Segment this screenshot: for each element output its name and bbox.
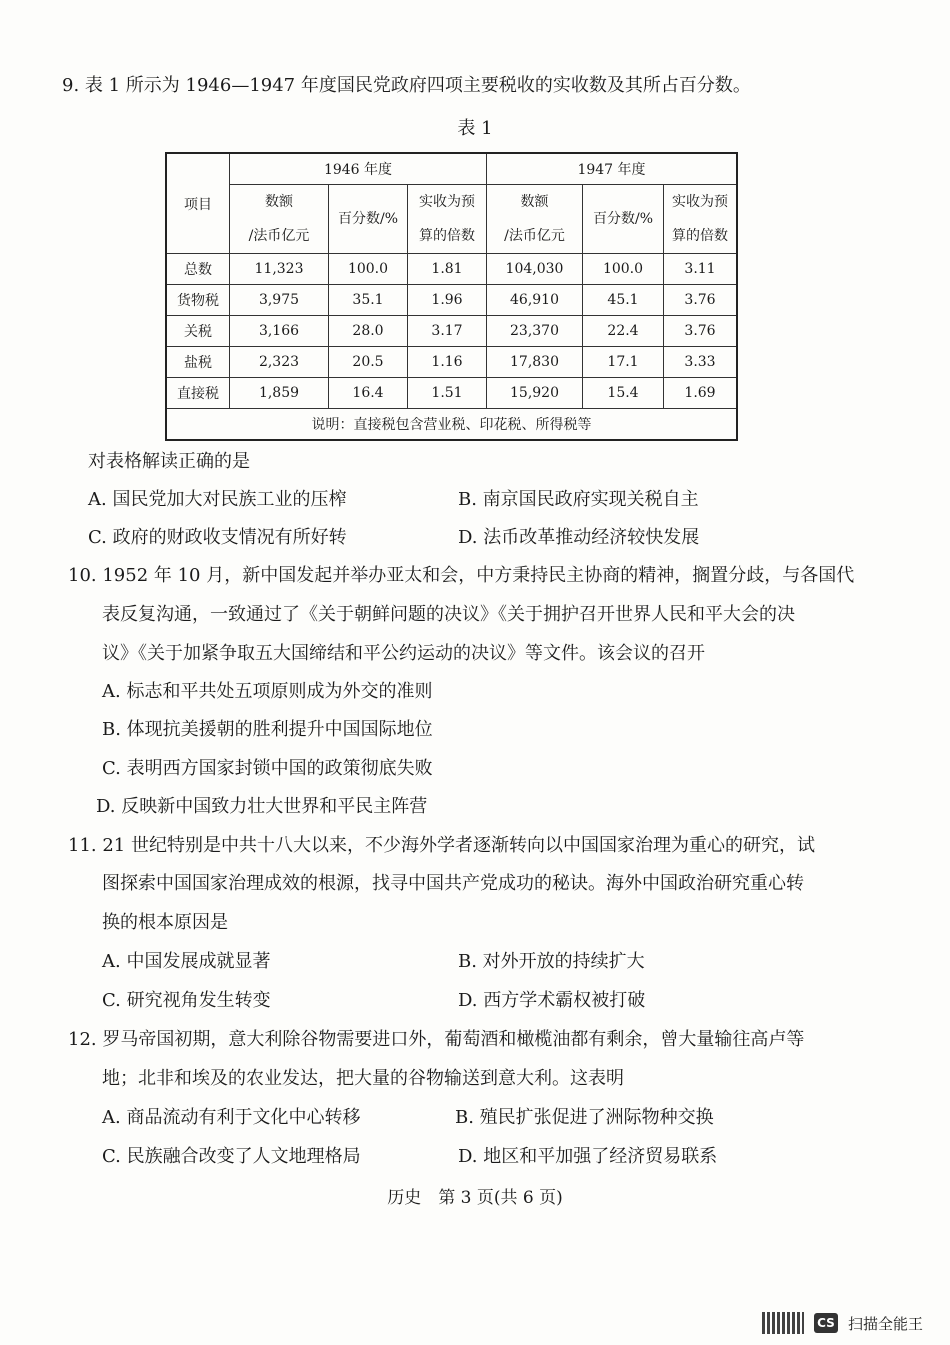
- question-11-line-1: 11. 21 世纪特别是中共十八大以来，不少海外学者逐渐转向以中国国家治理为重心的研究，试: [68, 835, 815, 856]
- row-item: 直接税: [166, 378, 230, 409]
- cell: 17.1: [583, 347, 664, 378]
- cell: 16.4: [329, 378, 408, 409]
- table-row: [166, 378, 737, 409]
- cell: 15.4: [583, 378, 664, 409]
- scanner-label: 扫描全能王: [848, 1314, 924, 1333]
- ratio-header-1946: 实收为预 算的倍数: [408, 185, 487, 254]
- cell: 3.76: [664, 316, 738, 347]
- cell: 104,030: [487, 254, 583, 285]
- ratio-header-1947: 实收为预 算的倍数: [664, 185, 738, 254]
- table-caption: 表 1: [457, 118, 493, 139]
- cell: 1.51: [408, 378, 487, 409]
- camscanner-logo-icon: CS: [814, 1313, 838, 1333]
- cell: 23,370: [487, 316, 583, 347]
- cell: 3.17: [408, 316, 487, 347]
- q11-option-a[interactable]: A. 中国发展成就显著: [102, 951, 271, 972]
- cell: 28.0: [329, 316, 408, 347]
- scanner-watermark: [762, 1312, 923, 1334]
- q11-option-c[interactable]: C. 研究视角发生转变: [102, 990, 271, 1011]
- cell: 1.16: [408, 347, 487, 378]
- q11-option-d[interactable]: D. 西方学术霸权被打破: [458, 990, 646, 1011]
- q10-option-b[interactable]: B. 体现抗美援朝的胜利提升中国国际地位: [102, 719, 433, 740]
- question-9-stem: 9. 表 1 所示为 1946—1947 年度国民党政府四项主要税收的实收数及其所占百分数。: [62, 75, 751, 96]
- q10-option-d[interactable]: D. 反映新中国致力壮大世界和平民主阵营: [96, 796, 428, 817]
- qr-code-icon: [762, 1312, 804, 1334]
- cell: 1.81: [408, 254, 487, 285]
- cell: 1.96: [408, 285, 487, 316]
- col-item-header: 项目: [166, 153, 230, 254]
- question-10-line-1: 10. 1952 年 10 月，新中国发起并举办亚太和会，中方秉持民主协商的精神，搁置分歧，与各国代: [68, 565, 855, 586]
- cell: 3.11: [664, 254, 738, 285]
- cell: 22.4: [583, 316, 664, 347]
- q12-option-b[interactable]: B. 殖民扩张促进了洲际物种交换: [455, 1107, 714, 1128]
- page-footer: 历史 第 3 页(共 6 页): [387, 1188, 563, 1208]
- q12-option-d[interactable]: D. 地区和平加强了经济贸易联系: [458, 1146, 718, 1167]
- cell: 46,910: [487, 285, 583, 316]
- cell: 2,323: [230, 347, 329, 378]
- cell: 17,830: [487, 347, 583, 378]
- q12-option-c[interactable]: C. 民族融合改变了人文地理格局: [102, 1146, 361, 1167]
- cell: 3,975: [230, 285, 329, 316]
- question-12-line-1: 12. 罗马帝国初期，意大利除谷物需要进口外，葡萄酒和橄榄油都有剩余，曾大量输往高卢等: [68, 1029, 805, 1050]
- question-9-prompt: 对表格解读正确的是: [88, 451, 250, 472]
- cell: 3.33: [664, 347, 738, 378]
- q9-option-b[interactable]: B. 南京国民政府实现关税自主: [458, 489, 699, 510]
- q9-option-a[interactable]: A. 国民党加大对民族工业的压榨: [88, 489, 347, 510]
- cell: 15,920: [487, 378, 583, 409]
- cell: 1,859: [230, 378, 329, 409]
- cell: 45.1: [583, 285, 664, 316]
- amount-header-1946: 数额 /法币亿元: [230, 185, 329, 254]
- q12-option-a[interactable]: A. 商品流动有利于文化中心转移: [102, 1107, 361, 1128]
- amount-header-1947: 数额 /法币亿元: [487, 185, 583, 254]
- tax-table: [165, 152, 738, 441]
- q10-option-c[interactable]: C. 表明西方国家封锁中国的政策彻底失败: [102, 758, 433, 779]
- table-row: [166, 347, 737, 378]
- q10-option-a[interactable]: A. 标志和平共处五项原则成为外交的准则: [102, 681, 433, 702]
- question-12-line-2: 地；北非和埃及的农业发达，把大量的谷物输送到意大利。这表明: [102, 1068, 624, 1089]
- row-item: 盐税: [166, 347, 230, 378]
- q9-option-c[interactable]: C. 政府的财政收支情况有所好转: [88, 527, 347, 548]
- year-1946-header: 1946 年度: [230, 153, 487, 185]
- year-1947-header: 1947 年度: [487, 153, 738, 185]
- table-note: 说明：直接税包含营业税、印花税、所得税等: [166, 409, 737, 441]
- q9-option-d[interactable]: D. 法币改革推动经济较快发展: [458, 527, 700, 548]
- q11-option-b[interactable]: B. 对外开放的持续扩大: [458, 951, 645, 972]
- cell: 3.76: [664, 285, 738, 316]
- question-10-line-2: 表反复沟通，一致通过了《关于朝鲜问题的决议》《关于拥护召开世界人民和平大会的决: [102, 604, 795, 625]
- question-11-line-2: 图探索中国国家治理成效的根源，找寻中国共产党成功的秘诀。海外中国政治研究重心转: [102, 873, 804, 894]
- row-item: 货物税: [166, 285, 230, 316]
- cell: 100.0: [583, 254, 664, 285]
- cell: 3,166: [230, 316, 329, 347]
- table-row: [166, 254, 737, 285]
- cell: 11,323: [230, 254, 329, 285]
- question-10-line-3: 议》《关于加紧争取五大国缔结和平公约运动的决议》等文件。该会议的召开: [102, 643, 705, 664]
- percent-header-1947: 百分数/%: [583, 185, 664, 254]
- cell: 20.5: [329, 347, 408, 378]
- cell: 100.0: [329, 254, 408, 285]
- percent-header-1946: 百分数/%: [329, 185, 408, 254]
- cell: 35.1: [329, 285, 408, 316]
- question-11-line-3: 换的根本原因是: [102, 912, 228, 933]
- table-row: [166, 316, 737, 347]
- row-item: 关税: [166, 316, 230, 347]
- table-row: [166, 285, 737, 316]
- cell: 1.69: [664, 378, 738, 409]
- row-item: 总数: [166, 254, 230, 285]
